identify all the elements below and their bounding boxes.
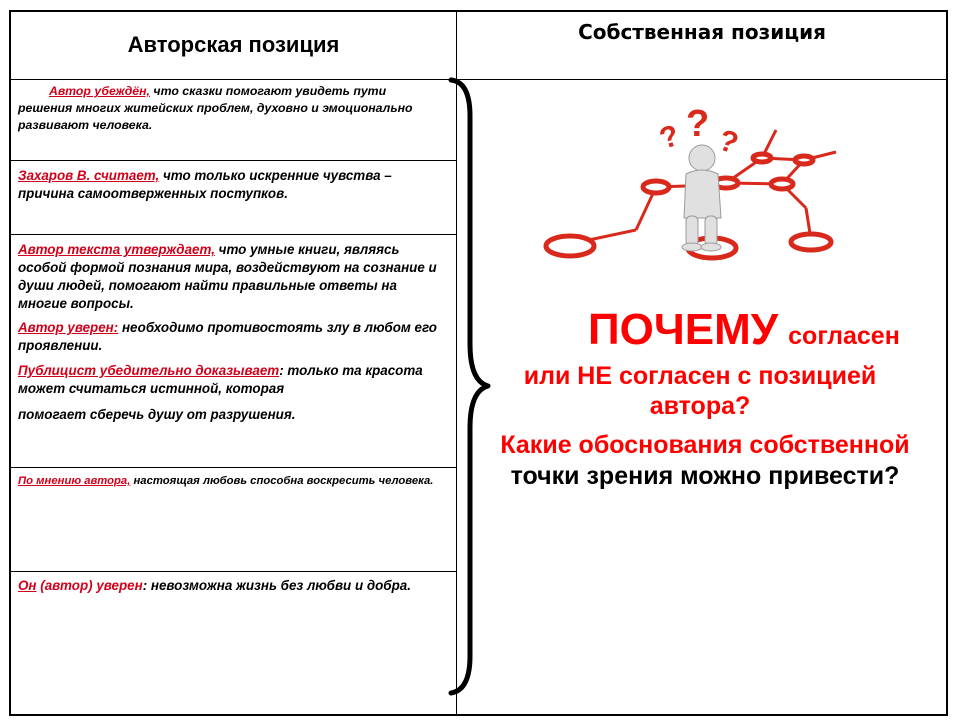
question-line-2 (480, 362, 920, 421)
header-divider-right (457, 79, 946, 80)
author-cell-beauty-text: : только та красота может считаться истинной, которая (18, 362, 423, 396)
author-cell-life-text: : невозможна жизнь без любви и добра. (142, 578, 411, 593)
question-mark-right: ? (714, 123, 743, 161)
question-line-3 (470, 430, 940, 493)
author-cell-zakharov-text: что только искренние чувства – причина самоотверженных поступков. (18, 168, 392, 202)
row-divider-4 (11, 571, 456, 572)
author-cell-zakharov-lead: Захаров В. считает, (18, 168, 160, 183)
thinking-person-icon (536, 100, 846, 270)
author-cell-love-text: настоящая любовь способна воскресить человека. (130, 475, 434, 487)
author-cell-love-lead: По мнению автора, (18, 475, 131, 487)
author-cell-love (18, 473, 443, 491)
author-cell-books-text: что умные книги, являясь особой формой познания мира, воздействуют на сознание и души людей, помогают найти правильные ответы на многие вопросы. (18, 242, 437, 312)
own-position-header: Собственная позиция (578, 20, 826, 44)
author-cell-fairy-tales (18, 83, 443, 135)
author-position-header: Авторская позиция (127, 32, 340, 57)
row-divider-3 (11, 467, 456, 468)
question-why: ПОЧЕМУ (588, 305, 779, 354)
author-cell-zakharov (18, 167, 443, 203)
question-line-3b: точки зрения можно привести? (510, 462, 900, 491)
row-divider-1 (11, 160, 456, 161)
row-divider-2 (11, 234, 456, 235)
question-line-1 (588, 305, 900, 354)
question-line-2b: автора? (649, 391, 751, 420)
author-cell-life-lead: Он (18, 578, 37, 593)
author-cell-books-lead: Автор текста утверждает, (18, 242, 215, 257)
author-cell-evil-lead: Автор уверен: (18, 320, 119, 336)
author-cell-books (18, 241, 443, 424)
author-cell-life-lead2: (автор) уверен (36, 578, 143, 593)
author-cell-beauty-lead: Публицист убедительно доказывает (18, 362, 280, 378)
question-line-2a: или НЕ согласен с позицией (523, 362, 877, 390)
question-line-3a: Какие обоснования собственной (500, 431, 910, 459)
header-divider-left (11, 79, 456, 80)
question-mark-center: ? (686, 103, 710, 145)
author-cell-fairy-tales-lead: Автор убеждён, (49, 84, 150, 98)
question-agree: согласен (788, 322, 900, 350)
question-mark-left: ? (655, 118, 684, 156)
author-cell-fairy-tales-text: что сказки помогают увидеть пути решения многих житейских проблем, духовно и эмоционально развивают человека. (18, 84, 413, 133)
author-cell-evil-text: необходимо противостоять злу в любом его проявлении. (18, 320, 437, 354)
author-cell-beauty-text-end: помогает сберечь душу от разрушения. (18, 406, 296, 422)
author-cell-life (18, 577, 443, 595)
